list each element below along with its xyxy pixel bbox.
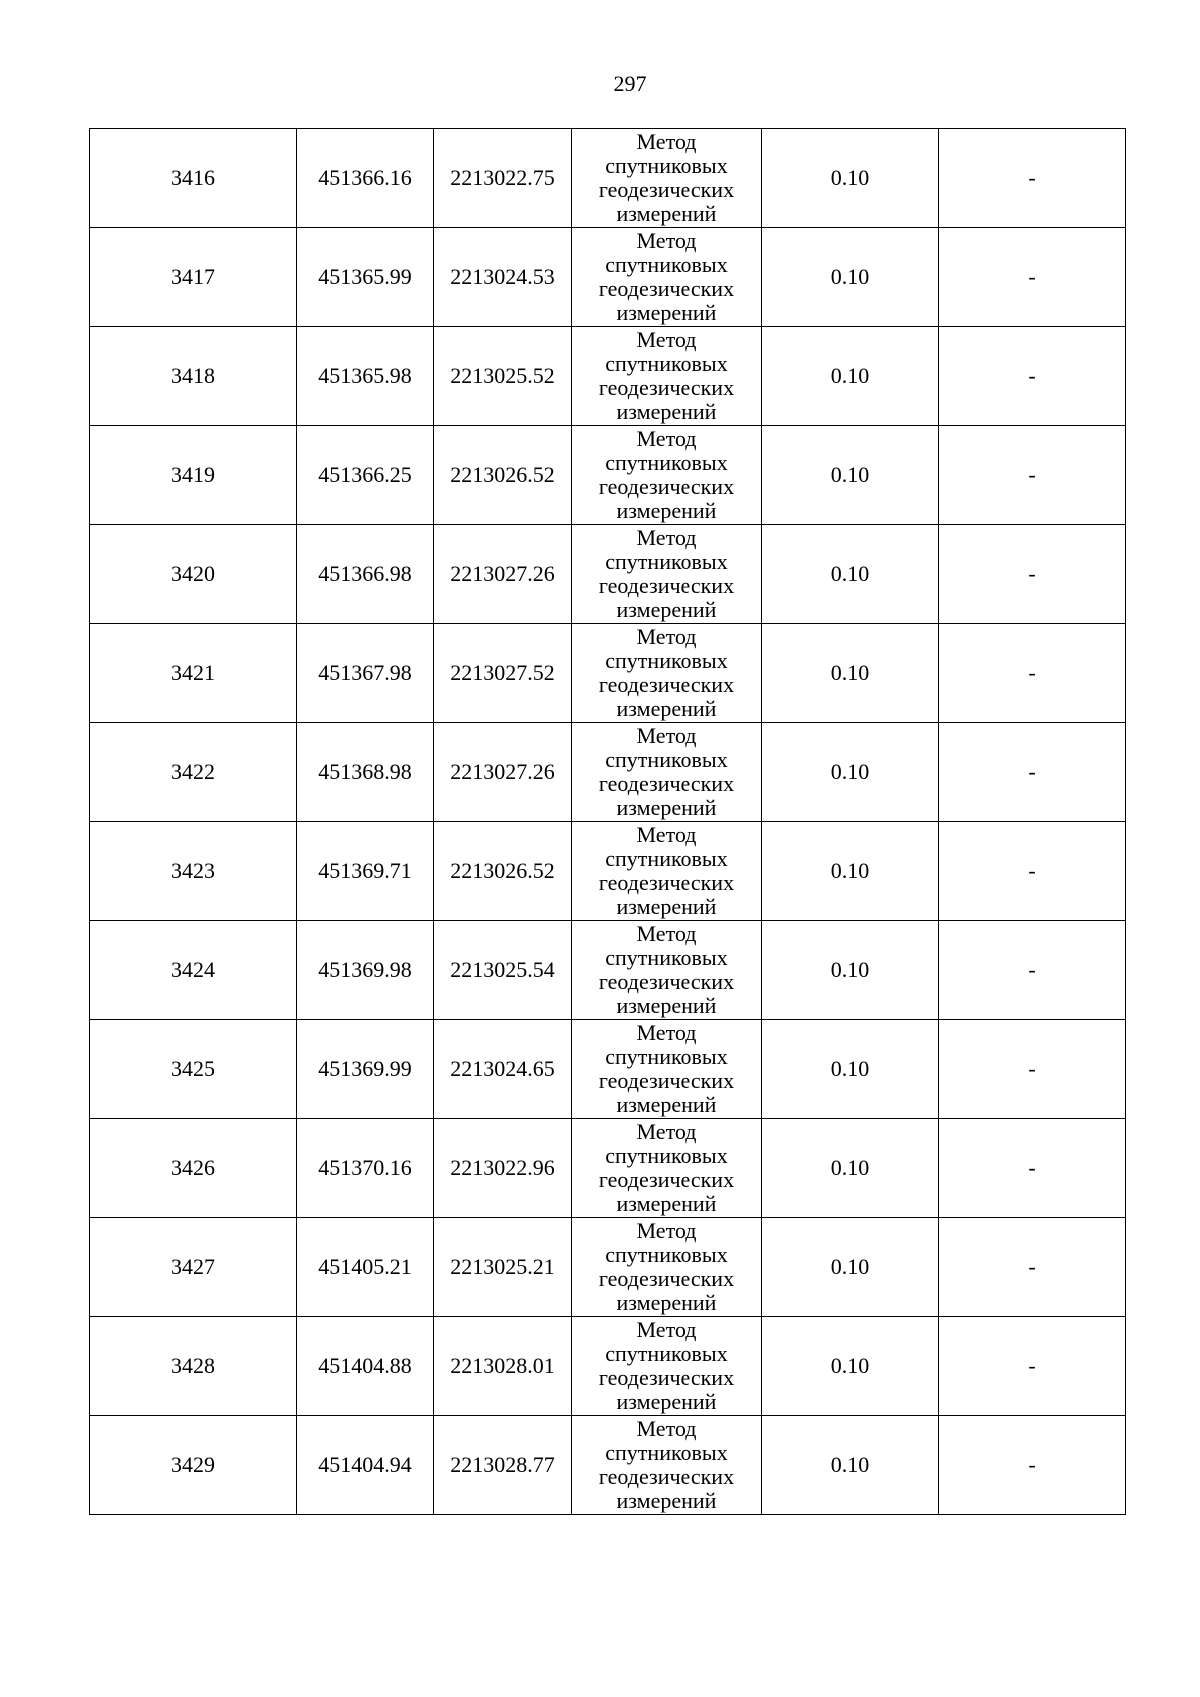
method-cell-text: Метод спутниковых геодезических измерений (598, 525, 735, 622)
accuracy-cell-text: 0.10 (830, 1155, 870, 1180)
point-number-cell (90, 723, 297, 822)
point-number-cell-text: 3423 (171, 858, 215, 883)
note-cell (939, 426, 1126, 525)
table-row (90, 1416, 1126, 1515)
point-number-cell (90, 1416, 297, 1515)
accuracy-cell (762, 327, 939, 426)
note-cell-text: - (1028, 858, 1036, 883)
method-cell-text: Метод спутниковых геодезических измерений (598, 327, 735, 424)
note-cell (939, 1317, 1126, 1416)
note-cell-text: - (1028, 462, 1036, 487)
method-cell (572, 1416, 762, 1515)
x-coordinate-cell-text: 451405.21 (318, 1254, 412, 1279)
point-number-cell-text: 3424 (171, 957, 215, 982)
note-cell (939, 921, 1126, 1020)
point-number-cell-text: 3427 (171, 1254, 215, 1279)
table-row (90, 228, 1126, 327)
y-coordinate-cell-text: 2213025.21 (450, 1254, 555, 1279)
point-number-cell (90, 921, 297, 1020)
x-coordinate-cell-text: 451368.98 (318, 759, 412, 784)
y-coordinate-cell (434, 723, 572, 822)
point-number-cell-text: 3421 (171, 660, 215, 685)
y-coordinate-cell-text: 2213027.26 (450, 561, 555, 586)
x-coordinate-cell (297, 426, 434, 525)
x-coordinate-cell (297, 228, 434, 327)
note-cell (939, 723, 1126, 822)
x-coordinate-cell-text: 451366.98 (318, 561, 412, 586)
method-cell-text: Метод спутниковых геодезических измерений (598, 1416, 735, 1513)
accuracy-cell (762, 921, 939, 1020)
x-coordinate-cell-text: 451366.25 (318, 462, 412, 487)
note-cell-text: - (1028, 1254, 1036, 1279)
x-coordinate-cell-text: 451369.71 (318, 858, 412, 883)
method-cell-text: Метод спутниковых геодезических измерений (598, 426, 735, 523)
method-cell (572, 723, 762, 822)
method-cell (572, 327, 762, 426)
point-number-cell-text: 3419 (171, 462, 215, 487)
y-coordinate-cell (434, 921, 572, 1020)
x-coordinate-cell-text: 451366.16 (318, 165, 412, 190)
note-cell (939, 129, 1126, 228)
accuracy-cell-text: 0.10 (830, 1056, 870, 1081)
method-cell (572, 822, 762, 921)
accuracy-cell-text: 0.10 (830, 363, 870, 388)
x-coordinate-cell (297, 624, 434, 723)
y-coordinate-cell-text: 2213024.53 (450, 264, 555, 289)
y-coordinate-cell (434, 228, 572, 327)
point-number-cell (90, 822, 297, 921)
point-number-cell-text: 3416 (171, 165, 215, 190)
method-cell-text: Метод спутниковых геодезических измерений (598, 1317, 735, 1414)
note-cell (939, 1416, 1126, 1515)
point-number-cell (90, 1317, 297, 1416)
table-row (90, 525, 1126, 624)
accuracy-cell (762, 1020, 939, 1119)
table-row (90, 1020, 1126, 1119)
x-coordinate-cell-text: 451404.94 (318, 1452, 412, 1477)
point-number-cell-text: 3428 (171, 1353, 215, 1378)
x-coordinate-cell (297, 1218, 434, 1317)
y-coordinate-cell-text: 2213024.65 (450, 1056, 555, 1081)
accuracy-cell (762, 1416, 939, 1515)
x-coordinate-cell-text: 451369.99 (318, 1056, 412, 1081)
point-number-cell (90, 1119, 297, 1218)
note-cell-text: - (1028, 1056, 1036, 1081)
x-coordinate-cell (297, 525, 434, 624)
method-cell-text: Метод спутниковых геодезических измерений (598, 723, 735, 820)
accuracy-cell (762, 426, 939, 525)
note-cell-text: - (1028, 264, 1036, 289)
point-number-cell (90, 624, 297, 723)
method-cell (572, 1020, 762, 1119)
method-cell-text: Метод спутниковых геодезических измерений (598, 228, 735, 325)
accuracy-cell-text: 0.10 (830, 1254, 870, 1279)
accuracy-cell (762, 723, 939, 822)
note-cell (939, 1218, 1126, 1317)
x-coordinate-cell (297, 1416, 434, 1515)
point-number-cell (90, 129, 297, 228)
y-coordinate-cell (434, 1218, 572, 1317)
y-coordinate-cell (434, 426, 572, 525)
coordinates-table (89, 128, 1126, 1515)
table-row (90, 822, 1126, 921)
x-coordinate-cell-text: 451365.98 (318, 363, 412, 388)
x-coordinate-cell-text: 451404.88 (318, 1353, 412, 1378)
method-cell-text: Метод спутниковых геодезических измерений (598, 129, 735, 226)
note-cell-text: - (1028, 660, 1036, 685)
accuracy-cell-text: 0.10 (830, 759, 870, 784)
y-coordinate-cell-text: 2213028.77 (450, 1452, 555, 1477)
x-coordinate-cell (297, 129, 434, 228)
y-coordinate-cell-text: 2213022.96 (450, 1155, 555, 1180)
y-coordinate-cell-text: 2213026.52 (450, 462, 555, 487)
point-number-cell (90, 426, 297, 525)
point-number-cell (90, 228, 297, 327)
y-coordinate-cell-text: 2213027.26 (450, 759, 555, 784)
method-cell-text: Метод спутниковых геодезических измерений (598, 624, 735, 721)
note-cell-text: - (1028, 957, 1036, 982)
x-coordinate-cell (297, 1317, 434, 1416)
note-cell (939, 1020, 1126, 1119)
accuracy-cell-text: 0.10 (830, 1452, 870, 1477)
note-cell (939, 228, 1126, 327)
accuracy-cell-text: 0.10 (830, 1353, 870, 1378)
method-cell (572, 1317, 762, 1416)
point-number-cell-text: 3418 (171, 363, 215, 388)
accuracy-cell (762, 129, 939, 228)
note-cell (939, 525, 1126, 624)
y-coordinate-cell (434, 1416, 572, 1515)
accuracy-cell-text: 0.10 (830, 264, 870, 289)
y-coordinate-cell (434, 1317, 572, 1416)
method-cell (572, 1119, 762, 1218)
note-cell-text: - (1028, 1452, 1036, 1477)
table-row (90, 624, 1126, 723)
accuracy-cell (762, 525, 939, 624)
method-cell-text: Метод спутниковых геодезических измерений (598, 1218, 735, 1315)
table-row (90, 426, 1126, 525)
point-number-cell (90, 327, 297, 426)
accuracy-cell (762, 822, 939, 921)
method-cell (572, 1218, 762, 1317)
table-row (90, 1317, 1126, 1416)
table-row (90, 1218, 1126, 1317)
y-coordinate-cell-text: 2213028.01 (450, 1353, 555, 1378)
method-cell (572, 129, 762, 228)
note-cell (939, 1119, 1126, 1218)
x-coordinate-cell (297, 921, 434, 1020)
method-cell (572, 624, 762, 723)
method-cell-text: Метод спутниковых геодезических измерений (598, 921, 735, 1018)
method-cell-text: Метод спутниковых геодезических измерений (598, 822, 735, 919)
x-coordinate-cell (297, 822, 434, 921)
accuracy-cell (762, 1218, 939, 1317)
table-row (90, 921, 1126, 1020)
point-number-cell-text: 3425 (171, 1056, 215, 1081)
x-coordinate-cell (297, 723, 434, 822)
note-cell-text: - (1028, 759, 1036, 784)
y-coordinate-cell (434, 624, 572, 723)
note-cell (939, 327, 1126, 426)
accuracy-cell (762, 228, 939, 327)
accuracy-cell-text: 0.10 (830, 957, 870, 982)
point-number-cell-text: 3420 (171, 561, 215, 586)
method-cell (572, 921, 762, 1020)
method-cell (572, 228, 762, 327)
y-coordinate-cell-text: 2213025.54 (450, 957, 555, 982)
page-number: 297 (613, 71, 647, 96)
x-coordinate-cell (297, 327, 434, 426)
table-body (90, 129, 1126, 1515)
y-coordinate-cell (434, 327, 572, 426)
y-coordinate-cell (434, 1119, 572, 1218)
accuracy-cell-text: 0.10 (830, 660, 870, 685)
table-row (90, 723, 1126, 822)
table-row (90, 327, 1126, 426)
accuracy-cell-text: 0.10 (830, 858, 870, 883)
note-cell-text: - (1028, 1353, 1036, 1378)
y-coordinate-cell (434, 1020, 572, 1119)
accuracy-cell (762, 624, 939, 723)
point-number-cell-text: 3429 (171, 1452, 215, 1477)
accuracy-cell (762, 1317, 939, 1416)
point-number-cell-text: 3426 (171, 1155, 215, 1180)
x-coordinate-cell-text: 451367.98 (318, 660, 412, 685)
point-number-cell (90, 1020, 297, 1119)
method-cell (572, 426, 762, 525)
accuracy-cell (762, 1119, 939, 1218)
note-cell (939, 624, 1126, 723)
x-coordinate-cell (297, 1020, 434, 1119)
note-cell-text: - (1028, 363, 1036, 388)
accuracy-cell-text: 0.10 (830, 165, 870, 190)
point-number-cell-text: 3417 (171, 264, 215, 289)
note-cell-text: - (1028, 1155, 1036, 1180)
x-coordinate-cell-text: 451365.99 (318, 264, 412, 289)
y-coordinate-cell-text: 2213027.52 (450, 660, 555, 685)
x-coordinate-cell (297, 1119, 434, 1218)
note-cell (939, 822, 1126, 921)
table-row (90, 1119, 1126, 1218)
point-number-cell (90, 525, 297, 624)
method-cell (572, 525, 762, 624)
y-coordinate-cell-text: 2213022.75 (450, 165, 555, 190)
y-coordinate-cell (434, 822, 572, 921)
x-coordinate-cell-text: 451369.98 (318, 957, 412, 982)
accuracy-cell-text: 0.10 (830, 462, 870, 487)
point-number-cell (90, 1218, 297, 1317)
note-cell-text: - (1028, 165, 1036, 190)
point-number-cell-text: 3422 (171, 759, 215, 784)
table-row (90, 129, 1126, 228)
method-cell-text: Метод спутниковых геодезических измерений (598, 1119, 735, 1216)
y-coordinate-cell-text: 2213025.52 (450, 363, 555, 388)
note-cell-text: - (1028, 561, 1036, 586)
x-coordinate-cell-text: 451370.16 (318, 1155, 412, 1180)
accuracy-cell-text: 0.10 (830, 561, 870, 586)
y-coordinate-cell-text: 2213026.52 (450, 858, 555, 883)
y-coordinate-cell (434, 129, 572, 228)
method-cell-text: Метод спутниковых геодезических измерений (598, 1020, 735, 1117)
y-coordinate-cell (434, 525, 572, 624)
